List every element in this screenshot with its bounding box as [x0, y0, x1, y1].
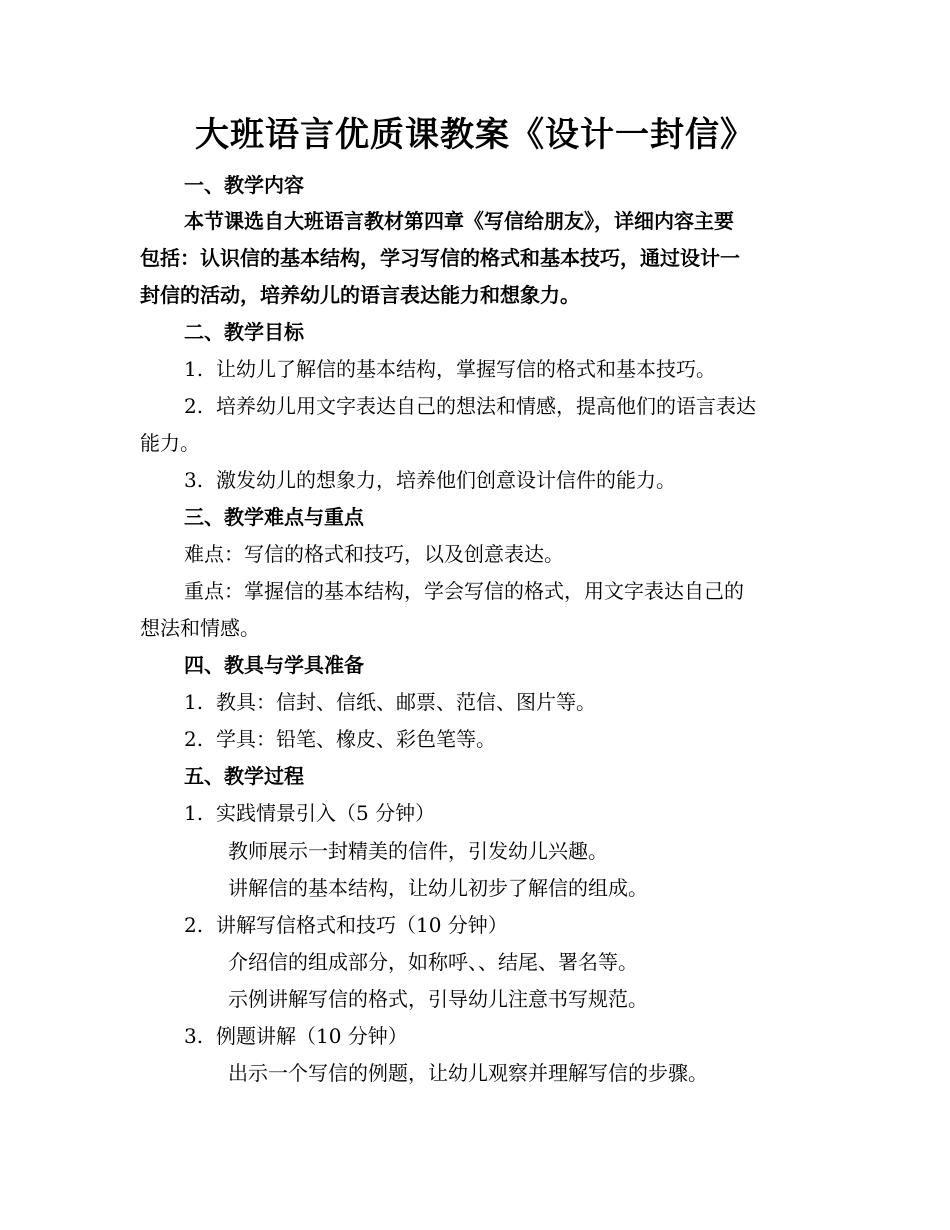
paragraph-line: 封信的活动，培养幼儿的语言表达能力和想象力。 [140, 283, 580, 307]
step-title: 讲解写信格式和技巧（10 分钟） [216, 913, 508, 937]
list-item [184, 388, 756, 425]
list-item [184, 462, 676, 499]
step-number: 3. [184, 1024, 204, 1048]
section-heading-teaching-content: 一、教学内容 [184, 173, 304, 197]
list-item [184, 684, 596, 721]
paragraph-line: 本节课选自大班语言教材第四章《写信给朋友》，详细内容主要 [184, 209, 734, 233]
item-text: 学具：铅笔、橡皮、彩色笔等。 [216, 727, 496, 751]
step-number: 2. [184, 913, 204, 937]
process-step [184, 795, 435, 832]
step-detail: 介绍信的组成部分，如称呼、、结尾、署名等。 [228, 950, 638, 974]
step-number: 1. [184, 801, 204, 825]
step-detail: 讲解信的基本结构，让幼儿初步了解信的组成。 [228, 876, 648, 900]
item-number: 1. [184, 690, 204, 714]
list-item [184, 721, 496, 758]
step-title: 实践情景引入（5 分钟） [216, 801, 436, 825]
key-point-text: 重点：掌握信的基本结构，学会写信的格式，用文字表达自己的 [184, 579, 744, 603]
difficulty-text: 难点：写信的格式和技巧，以及创意表达。 [184, 542, 564, 566]
document-title: 大班语言优质课教案《设计一封信》 [195, 115, 755, 155]
step-title: 例题讲解（10 分钟） [216, 1024, 408, 1048]
process-step [184, 1018, 408, 1055]
item-text: 让幼儿了解信的基本结构，掌握写信的格式和基本技巧。 [216, 357, 716, 381]
item-number: 3. [184, 468, 204, 492]
section-heading-materials: 四、教具与学具准备 [184, 653, 364, 677]
step-detail: 示例讲解写信的格式，引导幼儿注意书写规范。 [228, 987, 648, 1011]
item-text: 教具：信封、信纸、邮票、范信、图片等。 [216, 690, 596, 714]
section-heading-difficulty-focus: 三、教学难点与重点 [184, 505, 364, 529]
section-heading-teaching-goals: 二、教学目标 [184, 320, 304, 344]
step-detail: 教师展示一封精美的信件，引发幼儿兴趣。 [228, 839, 608, 863]
section-heading-process: 五、教学过程 [184, 764, 304, 788]
list-item-continuation: 能力。 [140, 431, 200, 455]
item-number: 1. [184, 357, 204, 381]
item-text: 培养幼儿用文字表达自己的想法和情感，提高他们的语言表达 [216, 394, 756, 418]
step-detail: 出示一个写信的例题，让幼儿观察并理解写信的步骤。 [228, 1061, 708, 1085]
item-number: 2. [184, 394, 204, 418]
list-item [184, 351, 716, 388]
key-point-continuation: 想法和情感。 [140, 616, 260, 640]
process-step [184, 907, 508, 944]
item-text: 激发幼儿的想象力，培养他们创意设计信件的能力。 [216, 468, 676, 492]
paragraph-line: 包括：认识信的基本结构，学习写信的格式和基本技巧，通过设计一 [140, 246, 740, 270]
item-number: 2. [184, 727, 204, 751]
